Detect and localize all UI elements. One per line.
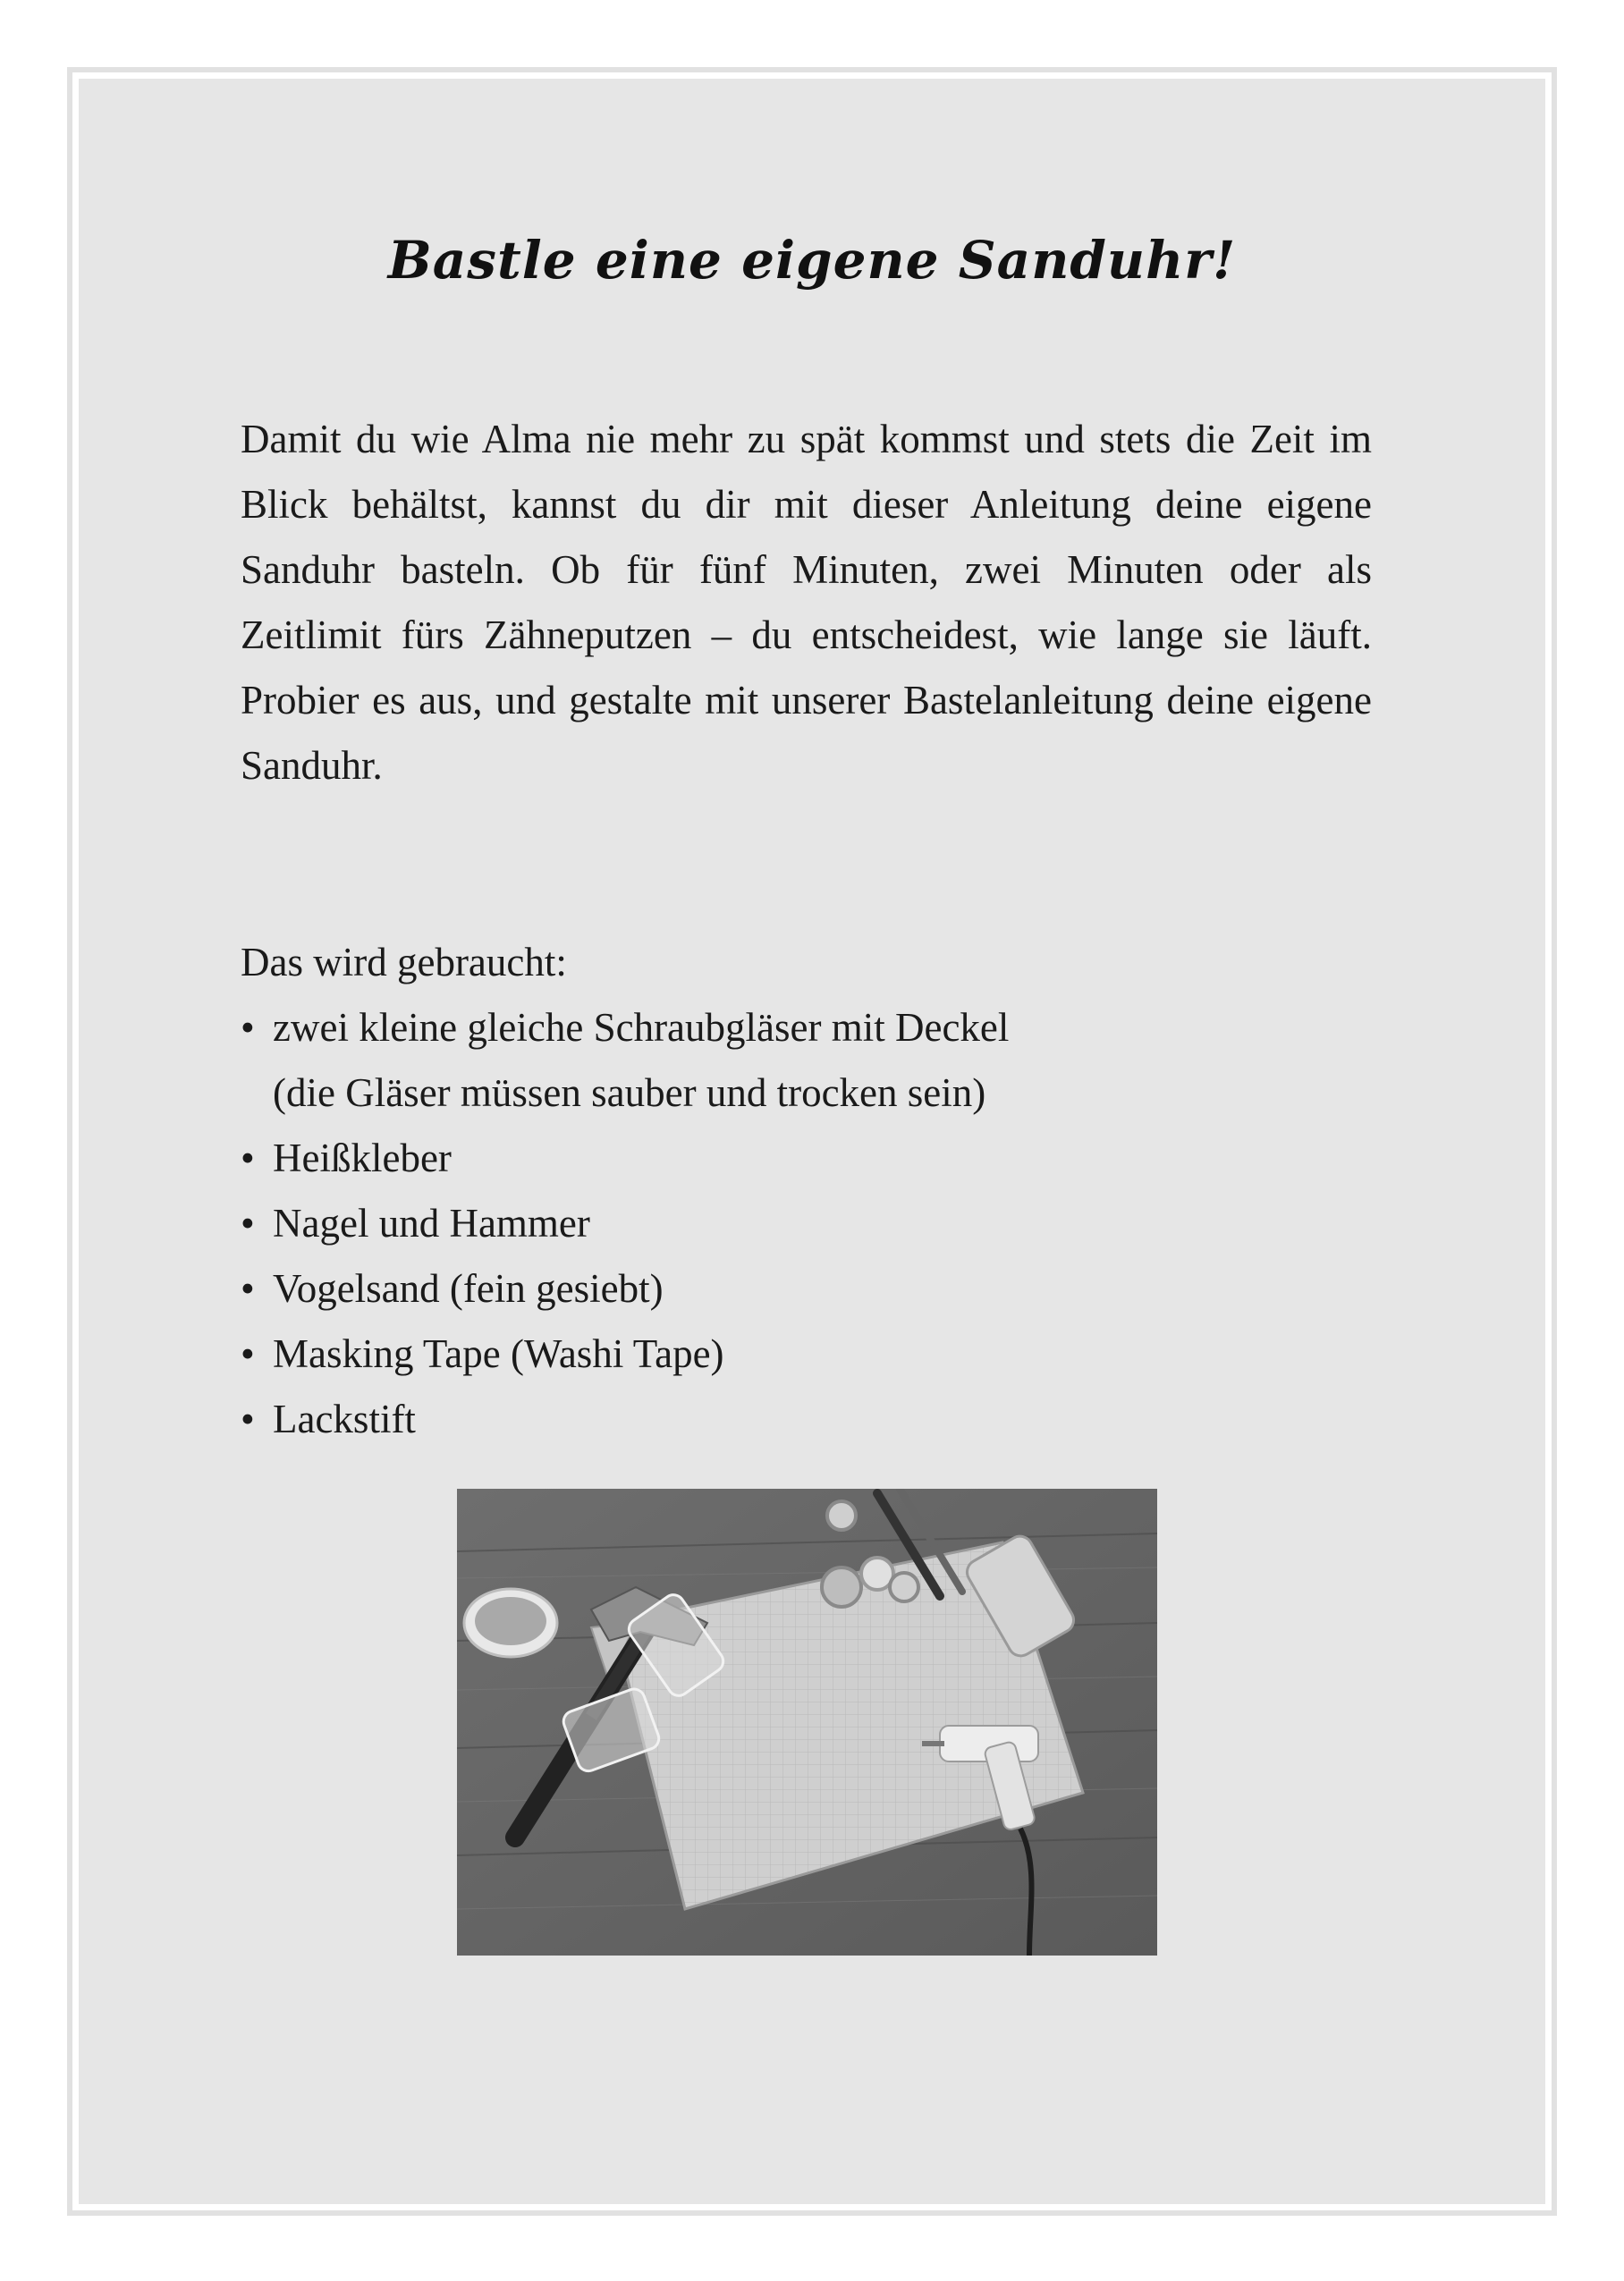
list-item [241,1191,1372,1256]
list-item [241,1322,1372,1387]
list-item-label: Heißkleber [273,1136,452,1180]
list-item [241,1387,1372,1452]
list-item-note: (die Gläser müssen sauber und trocken sein) [273,1070,986,1115]
materials-list [241,995,1372,1452]
list-item [241,1126,1372,1191]
page-title: Bastle eine eigene Sanduhr! [387,229,1237,291]
list-item-label: Masking Tape (Washi Tape) [273,1331,724,1376]
bullet-icon: • [241,1331,255,1376]
list-item-label: zwei kleine gleiche Schraubgläser mit Deckel [273,1005,1010,1050]
materials-photo [457,1489,1157,1956]
sand-bowl [464,1589,557,1657]
materials-heading: Das wird gebraucht: [241,940,567,984]
bullet-icon: • [241,1266,255,1311]
bullet-icon: • [241,1397,255,1441]
list-item-label: Lackstift [273,1397,416,1441]
bullet-icon: • [241,1136,255,1180]
bullet-icon: • [241,1201,255,1246]
list-item [241,1256,1372,1322]
intro-paragraph: Damit du wie Alma nie mehr zu spät kommst und stets die Zeit im Blick behältst, kannst du dir mit dieser Anleitung deine eigene Sanduhr basteln. Ob für fünf Minuten, zwei Minuten oder als Zeitlimit fürs Zähneputzen – du entscheidest, wie lange sie läuft. Probier es aus, und gestalte mit unserer Bastelanleitung deine eigene Sanduhr. [241,417,1372,788]
list-item-label: Vogelsand (fein gesiebt) [273,1266,664,1311]
list-item-label: Nagel und Hammer [273,1201,590,1246]
materials-section [241,930,1372,1452]
list-item [241,995,1372,1126]
bullet-icon: • [241,1005,255,1050]
